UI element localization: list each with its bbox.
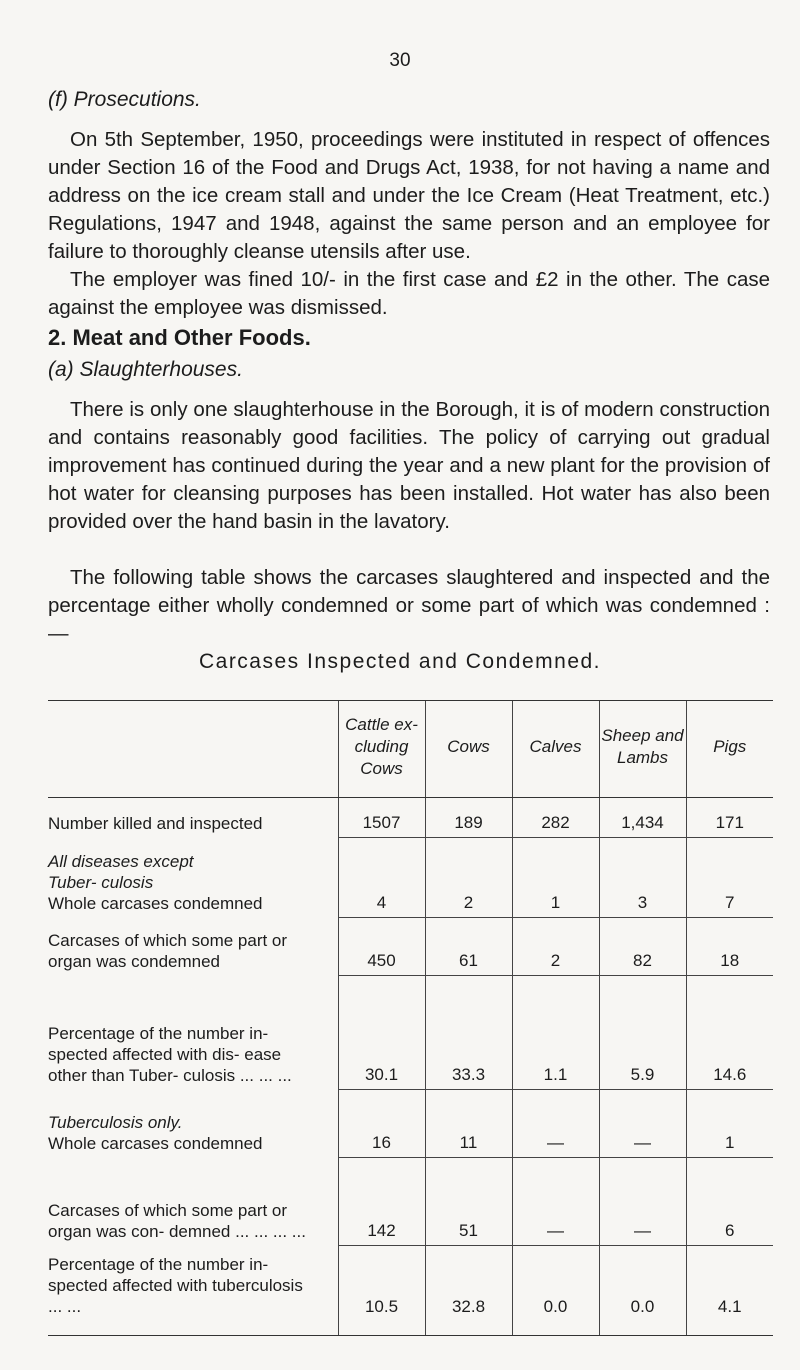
row-label-all-pct: Percentage of the number in- spected affected with dis- ease other than Tuber- culosis ... ... ... <box>48 1023 292 1085</box>
cell: 4 <box>338 838 425 918</box>
cell: 0.0 <box>512 1246 599 1336</box>
tuberculosis-subheading: Tuberculosis only. <box>48 1112 183 1132</box>
table-title: Carcases Inspected and Condemned. <box>198 650 602 673</box>
cell: 61 <box>425 918 512 976</box>
header-cattle: Cattle ex- cluding Cows <box>338 701 425 798</box>
cell: 10.5 <box>338 1246 425 1336</box>
table-row <box>48 918 773 976</box>
header-calves: Calves <box>512 701 599 798</box>
row-label-all-whole: All diseases except Tuber- culosis Whole carcases condemned <box>48 851 263 913</box>
table-header-row <box>48 701 773 798</box>
row-label-tb-whole: Tuberculosis only. Whole carcases condemned <box>48 1090 338 1158</box>
cell: 142 <box>338 1158 425 1246</box>
cell: — <box>599 1158 686 1246</box>
slaughterhouse-paragraph-1: There is only one slaughterhouse in the Borough, it is of modern construction and contains reasonably good facilities. The policy of carrying out gradual improvement has continued during the year and a new plant for the provision of hot water for cleansing purposes has been installed. Hot water has also been provided over the hand basin in the lavatory. <box>48 398 770 533</box>
table-row <box>48 1246 773 1336</box>
table-row <box>48 976 773 1090</box>
prosecutions-paragraph-1: On 5th September, 1950, proceedings were instituted in respect of offences under Section 16 of the Food and Drugs Act, 1938, for not having a name and address on the ice cream stall and under the Ice Cream (Heat Treatment, etc.) Regulations, 1947 and 1948, against the same person and an employee for failure to thoroughly cleanse utensils after use. <box>48 128 770 263</box>
cell: 33.3 <box>425 976 512 1090</box>
slaughterhouse-paragraph-2: The following table shows the carcases slaughtered and inspected and the percentage either wholly condemned or some part of which was condemned :— <box>48 566 770 645</box>
meat-heading: 2. Meat and Other Foods. <box>48 325 311 350</box>
row-label-tb-part: Carcases of which some part or organ was con- demned ... ... ... ... <box>48 1200 306 1241</box>
cell: 4.1 <box>686 1246 773 1336</box>
table-row <box>48 838 773 918</box>
cell: — <box>512 1158 599 1246</box>
cell: 189 <box>425 798 512 838</box>
cell: 7 <box>686 838 773 918</box>
cell: 450 <box>338 918 425 976</box>
section-title-slaughterhouses: (a) Slaughterhouses. <box>48 358 243 381</box>
cell: 171 <box>686 798 773 838</box>
prosecutions-paragraph-2: The employer was fined 10/- in the first case and £2 in the other. The case against the employee was dismissed. <box>48 268 770 319</box>
cell: — <box>512 1090 599 1158</box>
cell: 1 <box>686 1090 773 1158</box>
carcases-table <box>48 700 773 1336</box>
cell: 2 <box>512 918 599 976</box>
cell: 5.9 <box>599 976 686 1090</box>
cell: 51 <box>425 1158 512 1246</box>
all-diseases-subheading: All diseases except Tuber- culosis <box>48 851 194 892</box>
cell: 32.8 <box>425 1246 512 1336</box>
header-cows: Cows <box>425 701 512 798</box>
header-sheep: Sheep and Lambs <box>599 701 686 798</box>
page-number: 30 <box>389 50 411 71</box>
table-row <box>48 798 773 838</box>
row-label-tb-pct: Percentage of the number in- spected affected with tuberculosis ... ... <box>48 1246 338 1336</box>
cell: 30.1 <box>338 976 425 1090</box>
cell: 0.0 <box>599 1246 686 1336</box>
header-blank <box>48 701 338 798</box>
table-row <box>48 1158 773 1246</box>
cell: 18 <box>686 918 773 976</box>
cell: 1.1 <box>512 976 599 1090</box>
cell: 6 <box>686 1158 773 1246</box>
cell: 1,434 <box>599 798 686 838</box>
table-row <box>48 1090 773 1158</box>
cell: 11 <box>425 1090 512 1158</box>
cell: 2 <box>425 838 512 918</box>
cell: — <box>599 1090 686 1158</box>
cell: 282 <box>512 798 599 838</box>
section-title-prosecutions: (f) Prosecutions. <box>48 88 201 111</box>
cell: 1 <box>512 838 599 918</box>
cell: 3 <box>599 838 686 918</box>
header-pigs: Pigs <box>686 701 773 798</box>
cell: 1507 <box>338 798 425 838</box>
row-label-all-part: Carcases of which some part or organ was condemned <box>48 930 288 971</box>
cell: 16 <box>338 1090 425 1158</box>
cell: 82 <box>599 918 686 976</box>
row-label-killed: Number killed and inspected <box>48 813 263 833</box>
cell: 14.6 <box>686 976 773 1090</box>
